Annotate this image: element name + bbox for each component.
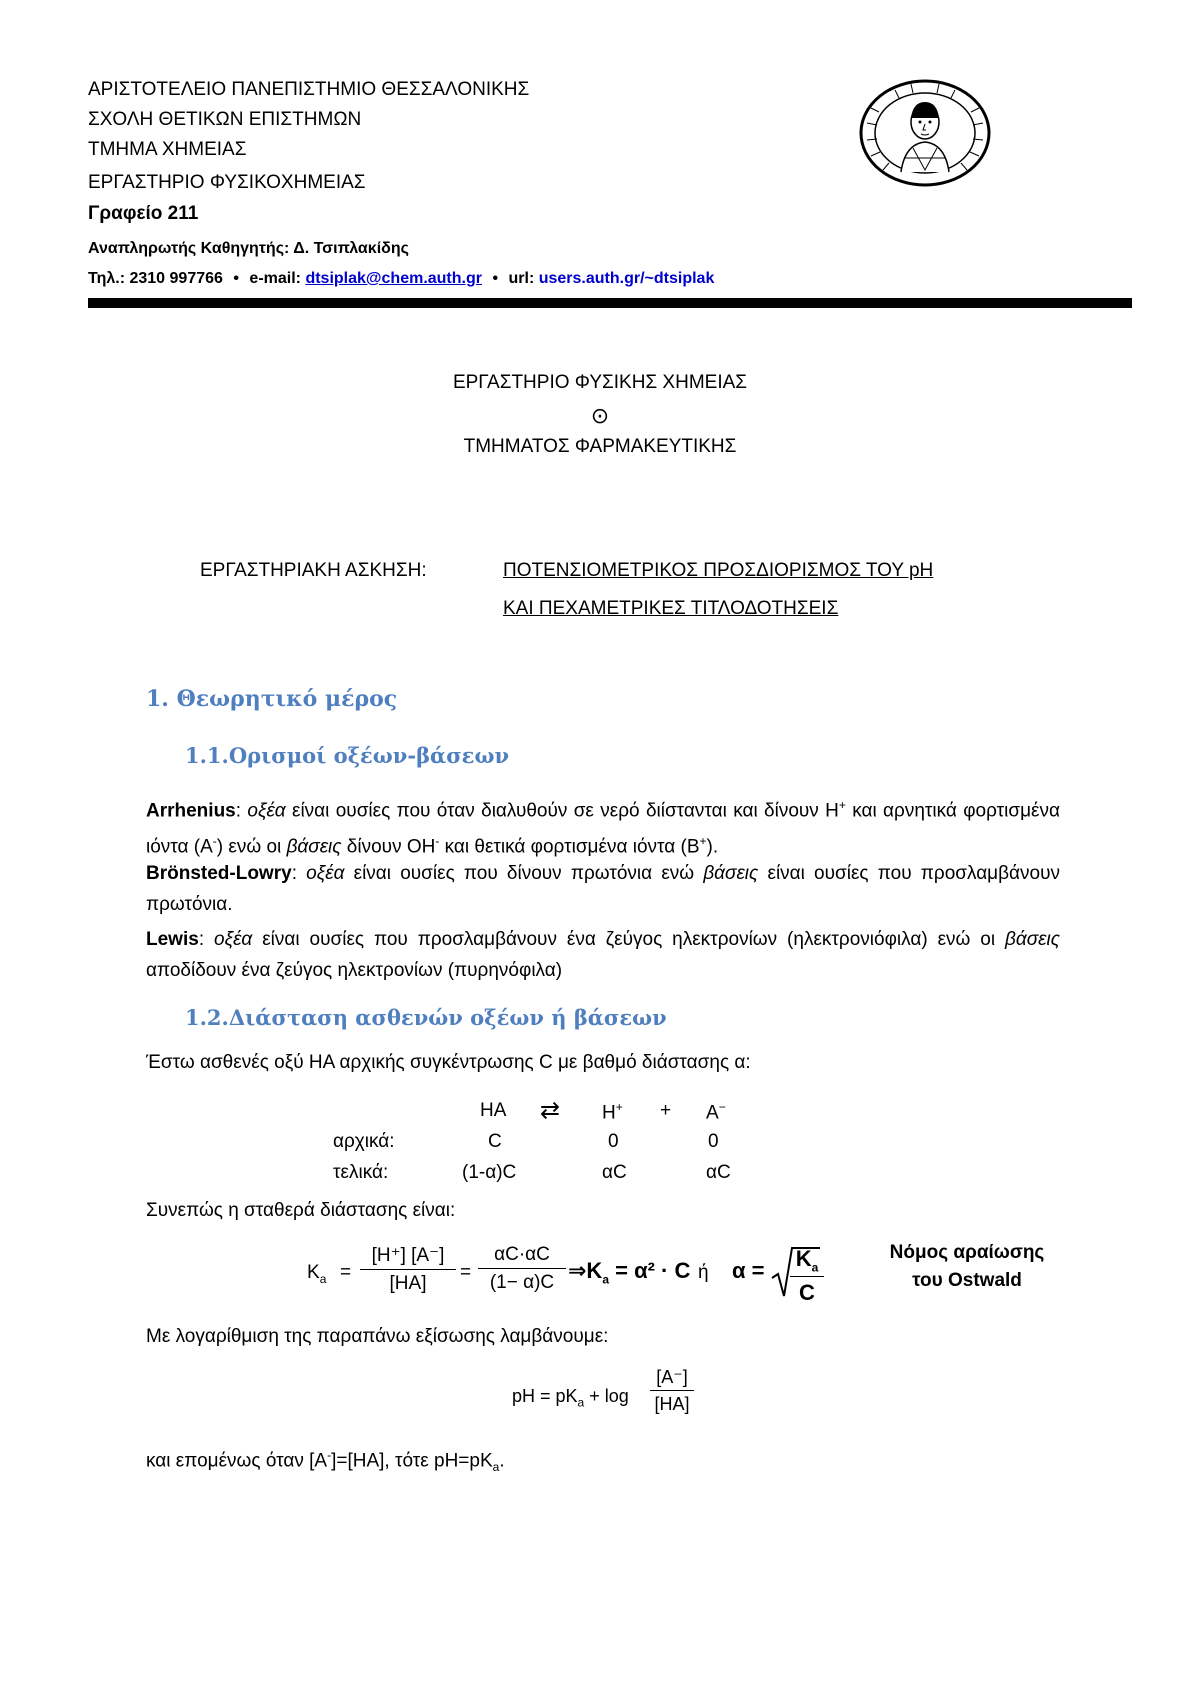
ph-equation-lhs: pH = $pK_a + \log$ (512, 1386, 629, 1410)
bronsted-name: Brönsted-Lowry (146, 863, 292, 884)
initial-ha: C (488, 1131, 502, 1152)
final-a: αC (706, 1162, 731, 1183)
acid-term: οξέα (247, 800, 286, 822)
exercise-title-line2: ΚΑΙ ΠΕΧΑΜΕΤΡΙΚΕΣ ΤΙΤΛΟΔΟΤΗΣΕΙΣ (503, 598, 839, 619)
email-link[interactable]: dtsiplak@chem.auth.gr (305, 270, 482, 287)
ostwald-law-label-line2: του Ostwald (912, 1270, 1022, 1291)
ka-symbol: $K_a$ (307, 1262, 327, 1286)
final-h: αC (602, 1162, 627, 1183)
reaction-ha: HA (480, 1100, 507, 1121)
professor-name: Αναπληρωτής Καθηγητής: Δ. Τσιπλακίδης (88, 240, 409, 257)
university-name: ΑΡΙΣΤΟΤΕΛΕΙΟ ΠΑΝΕΠΙΣΤΗΜΙΟ ΘΕΣΣΑΛΟΝΙΚΗΣ (88, 79, 530, 100)
sqrt-fraction: $\frac{K_a}{C}$ (790, 1246, 824, 1306)
alpha-equals: α = (732, 1258, 765, 1283)
conclusion-text: και επομένως όταν [A-]=[HA], τότε $pH=pK_a$. (146, 1448, 505, 1475)
final-label: τελικά: (333, 1162, 389, 1183)
lab-title: ΕΡΓΑΣΤΗΡΙΟ ΦΥΣΙΚΗΣ ΧΗΜΕΙΑΣ (452, 372, 748, 393)
reaction-h: H+ (602, 1100, 623, 1124)
ostwald-law-label-line1: Νόμος αραίωσης (889, 1242, 1045, 1263)
initial-label: αρχικά: (333, 1131, 395, 1152)
lewis-name: Lewis (146, 929, 199, 950)
lab-name: ΕΡΓΑΣΤΗΡΙΟ ΦΥΣΙΚΟΧΗΜΕΙΑΣ (88, 172, 366, 193)
ka-equals-1: = (340, 1262, 352, 1283)
phone-number: Τηλ.: 2310 997766 (88, 270, 223, 287)
ka-simplified: $\Rightarrow K_a = \alpha^2 \cdot C$ (568, 1258, 691, 1287)
reaction-plus: + (660, 1100, 672, 1121)
weak-acid-intro: Έστω ασθενές οξύ HA αρχικής συγκέντρωσης C με βαθμό διάστασης α: (146, 1052, 751, 1073)
bronsted-paragraph: Brönsted-Lowry: οξέα είναι ουσίες που δίνουν πρωτόνια ενώ βάσεις είναι ουσίες που προσλαμβάνουν πρωτόνια. (146, 863, 1060, 915)
final-ha: (1-α)C (462, 1162, 517, 1183)
reaction-a: A− (706, 1100, 726, 1124)
section-heading-theory: 1. Θεωρητικό μέρος (146, 686, 398, 712)
lewis-paragraph: Lewis: οξέα είναι ουσίες που προσλαμβάνουν ένα ζεύγος ηλεκτρονίων (ηλεκτρονιόφιλα) ενώ οι βάσεις αποδίδουν ένα ζεύγος ηλεκτρονίων (πυρηνόφιλα) (146, 929, 1060, 981)
constant-intro: Συνεπώς η σταθερά διάστασης είναι: (146, 1200, 456, 1221)
subsection-heading-dissociation: 1.2.Διάσταση ασθενών οξέων ή βάσεων (185, 1005, 667, 1030)
ka-equals-2: = (460, 1262, 472, 1283)
or-text: ή (698, 1262, 709, 1283)
bullet-2: • (492, 270, 499, 287)
subsection-heading-definitions: 1.1.Ορισμοί οξέων-βάσεων (185, 743, 510, 768)
contact-line (88, 270, 714, 288)
department-title: ΤΜΗΜΑΤΟΣ ΦΑΡΜΑΚΕΥΤΙΚΗΣ (463, 436, 737, 457)
arrhenius-name: Arrhenius (146, 800, 236, 822)
ph-equation-fraction: $\frac{[A^-]}{[HA]}$ (650, 1367, 694, 1415)
initial-h: 0 (608, 1131, 619, 1152)
url-link[interactable]: users.auth.gr/~dtsiplak (538, 270, 715, 287)
url-label: url: (508, 270, 535, 287)
office-number: Γραφείο 211 (88, 203, 199, 224)
school-name: ΣΧΟΛΗ ΘΕΤΙΚΩΝ ΕΠΙΣΤΗΜΩΝ (88, 109, 362, 130)
exercise-title-line1: ΠΟΤΕΝΣΙΟΜΕΤΡΙΚΟΣ ΠΡΟΣΔΙΟΡΙΣΜΟΣ ΤΟΥ pH (503, 560, 934, 581)
exercise-label: ΕΡΓΑΣΤΗΡΙΑΚΗ ΑΣΚΗΣΗ: (200, 560, 427, 581)
header-divider (88, 298, 1132, 308)
log-intro: Με λογαρίθμιση της παραπάνω εξίσωσης λαμβάνουμε: (146, 1326, 609, 1347)
sun-symbol-icon: ⊙ (590, 403, 610, 428)
department-name: ΤΜΗΜΑ ΧΗΜΕΙΑΣ (88, 139, 247, 160)
initial-a: 0 (708, 1131, 719, 1152)
ka-fraction-alpha: $\frac{\alpha C\cdot\alpha C}{(1- \alpha)C}$ (478, 1244, 566, 1294)
bullet-1: • (233, 270, 239, 287)
equilibrium-arrow-icon: ⇄ (540, 1097, 561, 1124)
email-label: e-mail: (249, 270, 301, 287)
university-seal-logo (855, 78, 995, 188)
ka-fraction-concentrations: $\frac{[H^+] [A^-]}{[HA]}$ (360, 1244, 456, 1295)
base-term: βάσεις (286, 836, 342, 858)
arrhenius-paragraph: Arrhenius: οξέα είναι ουσίες που όταν διαλυθούν σε νερό διίστανται και δίνουν H+ και αρνητικά φορτισμένα ιόντα (A-) ενώ οι βάσεις δίνουν OH- και θετικά φορτισμένα ιόντα (B+). (146, 798, 1060, 858)
